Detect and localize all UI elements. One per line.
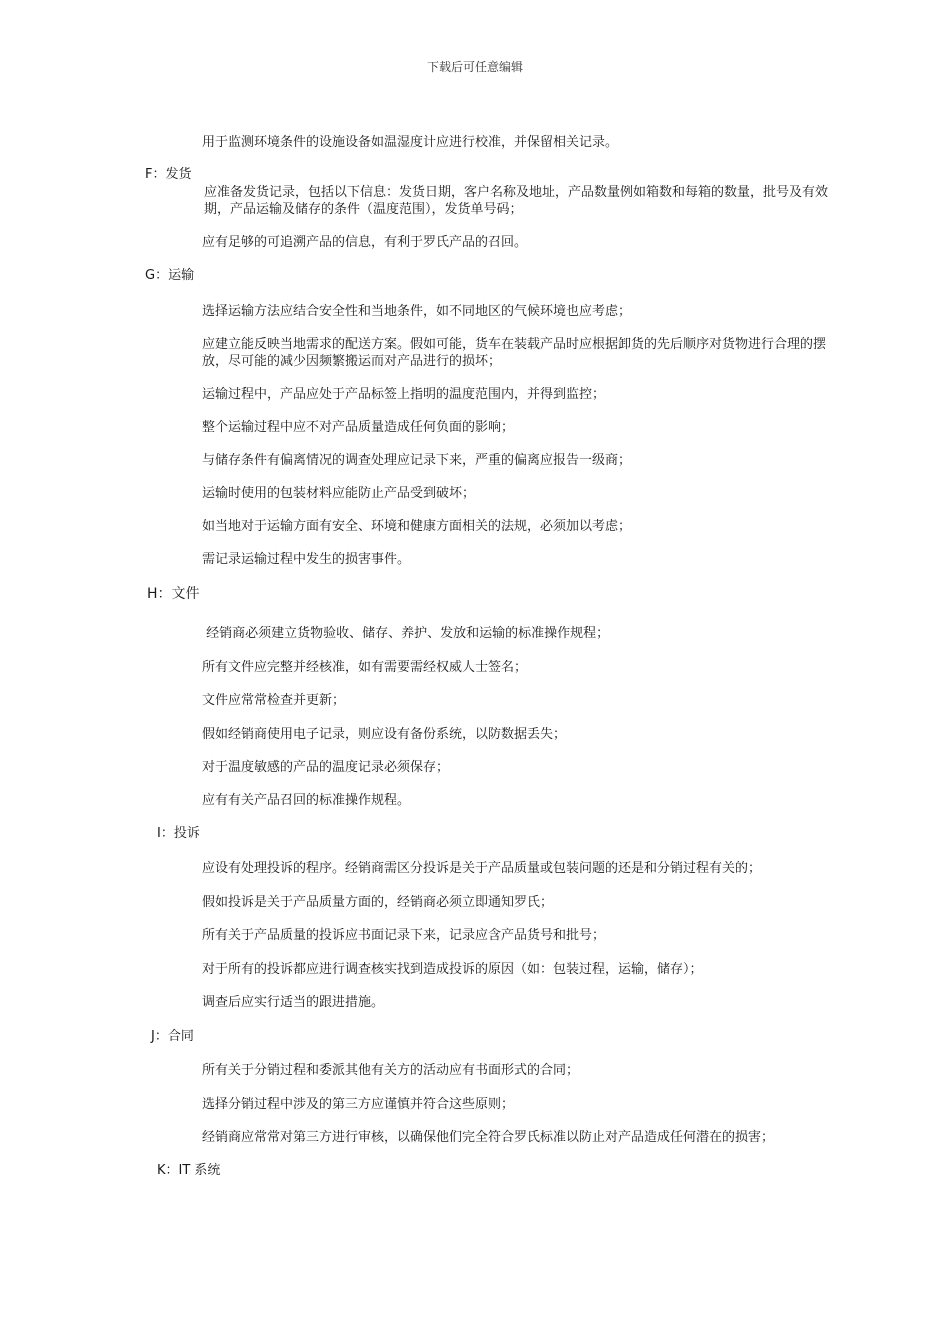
section-i-item-1: 应设有处理投诉的程序。经销商需区分投诉是关于产品质量或包装问题的还是和分销过程有关的； [202,861,762,876]
section-h-item-5: 对于温度敏感的产品的温度记录必须保存； [202,760,450,775]
section-heading-h: H：文件 [147,586,200,602]
section-heading-i: I：投诉 [157,826,200,841]
section-g-item-6: 运输时使用的包装材料应能防止产品受到破坏； [202,486,476,501]
section-g-item-3: 运输过程中，产品应处于产品标签上指明的温度范围内，并得到监控； [202,387,606,402]
section-h-item-3: 文件应常常检查并更新； [202,693,346,708]
section-g-item-7: 如当地对于运输方面有安全、环境和健康方面相关的法规，必须加以考虑； [202,519,632,534]
section-g-item-1: 选择运输方法应结合安全性和当地条件，如不同地区的气候环境也应考虑； [202,304,632,319]
section-j-item-1: 所有关于分销过程和委派其他有关方的活动应有书面形式的合同； [202,1063,580,1078]
section-h-item-1: 经销商必须建立货物验收、储存、养护、发放和运输的标准操作规程； [202,626,610,641]
section-f-item-1: 应准备发货记录，包括以下信息：发货日期，客户名称及地址，产品数量例如箱数和每箱的数量，批号及有效期，产品运输及储存的条件（温度范围），发货单号码； [204,185,829,217]
section-g-item-8: 需记录运输过程中发生的损害事件。 [202,552,411,567]
section-j-item-2: 选择分销过程中涉及的第三方应谨慎并符合这些原则； [202,1097,515,1112]
page-header: 下载后可任意编辑 [426,60,523,74]
section-i-item-3: 所有关于产品质量的投诉应书面记录下来，记录应含产品货号和批号； [202,928,606,943]
section-g-item-2: 应建立能反映当地需求的配送方案。假如可能，货车在装载产品时应根据卸货的先后顺序对货物进行合理的摆放，尽可能的减少因频繁搬运而对产品进行的损坏； [202,337,827,369]
section-heading-k: K：IT 系统 [157,1163,221,1178]
section-h-item-6: 应有有关产品召回的标准操作规程。 [202,793,411,808]
section-h-item-4: 假如经销商使用电子记录，则应设有备份系统，以防数据丢失； [202,727,567,742]
section-g-item-4: 整个运输过程中应不对产品质量造成任何负面的影响； [202,420,515,435]
section-heading-g: G：运输 [145,268,195,283]
section-i-item-2: 假如投诉是关于产品质量方面的，经销商必须立即通知罗氏； [202,895,554,910]
section-f-item-2: 应有足够的可追溯产品的信息，有利于罗氏产品的召回。 [202,235,528,250]
section-h-item-2: 所有文件应完整并经核准，如有需要需经权威人士签名； [202,660,528,675]
section-j-item-3: 经销商应常常对第三方进行审核，以确保他们完全符合罗氏标准以防止对产品造成任何潜在的损害； [202,1130,775,1145]
section-i-item-4: 对于所有的投诉都应进行调查核实找到造成投诉的原因（如：包装过程，运输，储存）； [202,962,703,977]
section-i-item-5: 调查后应实行适当的跟进措施。 [202,995,385,1010]
section-heading-f: F：发货 [145,167,192,182]
section-heading-j: J：合同 [151,1029,194,1044]
intro-paragraph: 用于监测环境条件的设施设备如温湿度计应进行校准，并保留相关记录。 [202,135,619,150]
section-g-item-5: 与储存条件有偏离情况的调查处理应记录下来，严重的偏离应报告一级商； [202,453,632,468]
